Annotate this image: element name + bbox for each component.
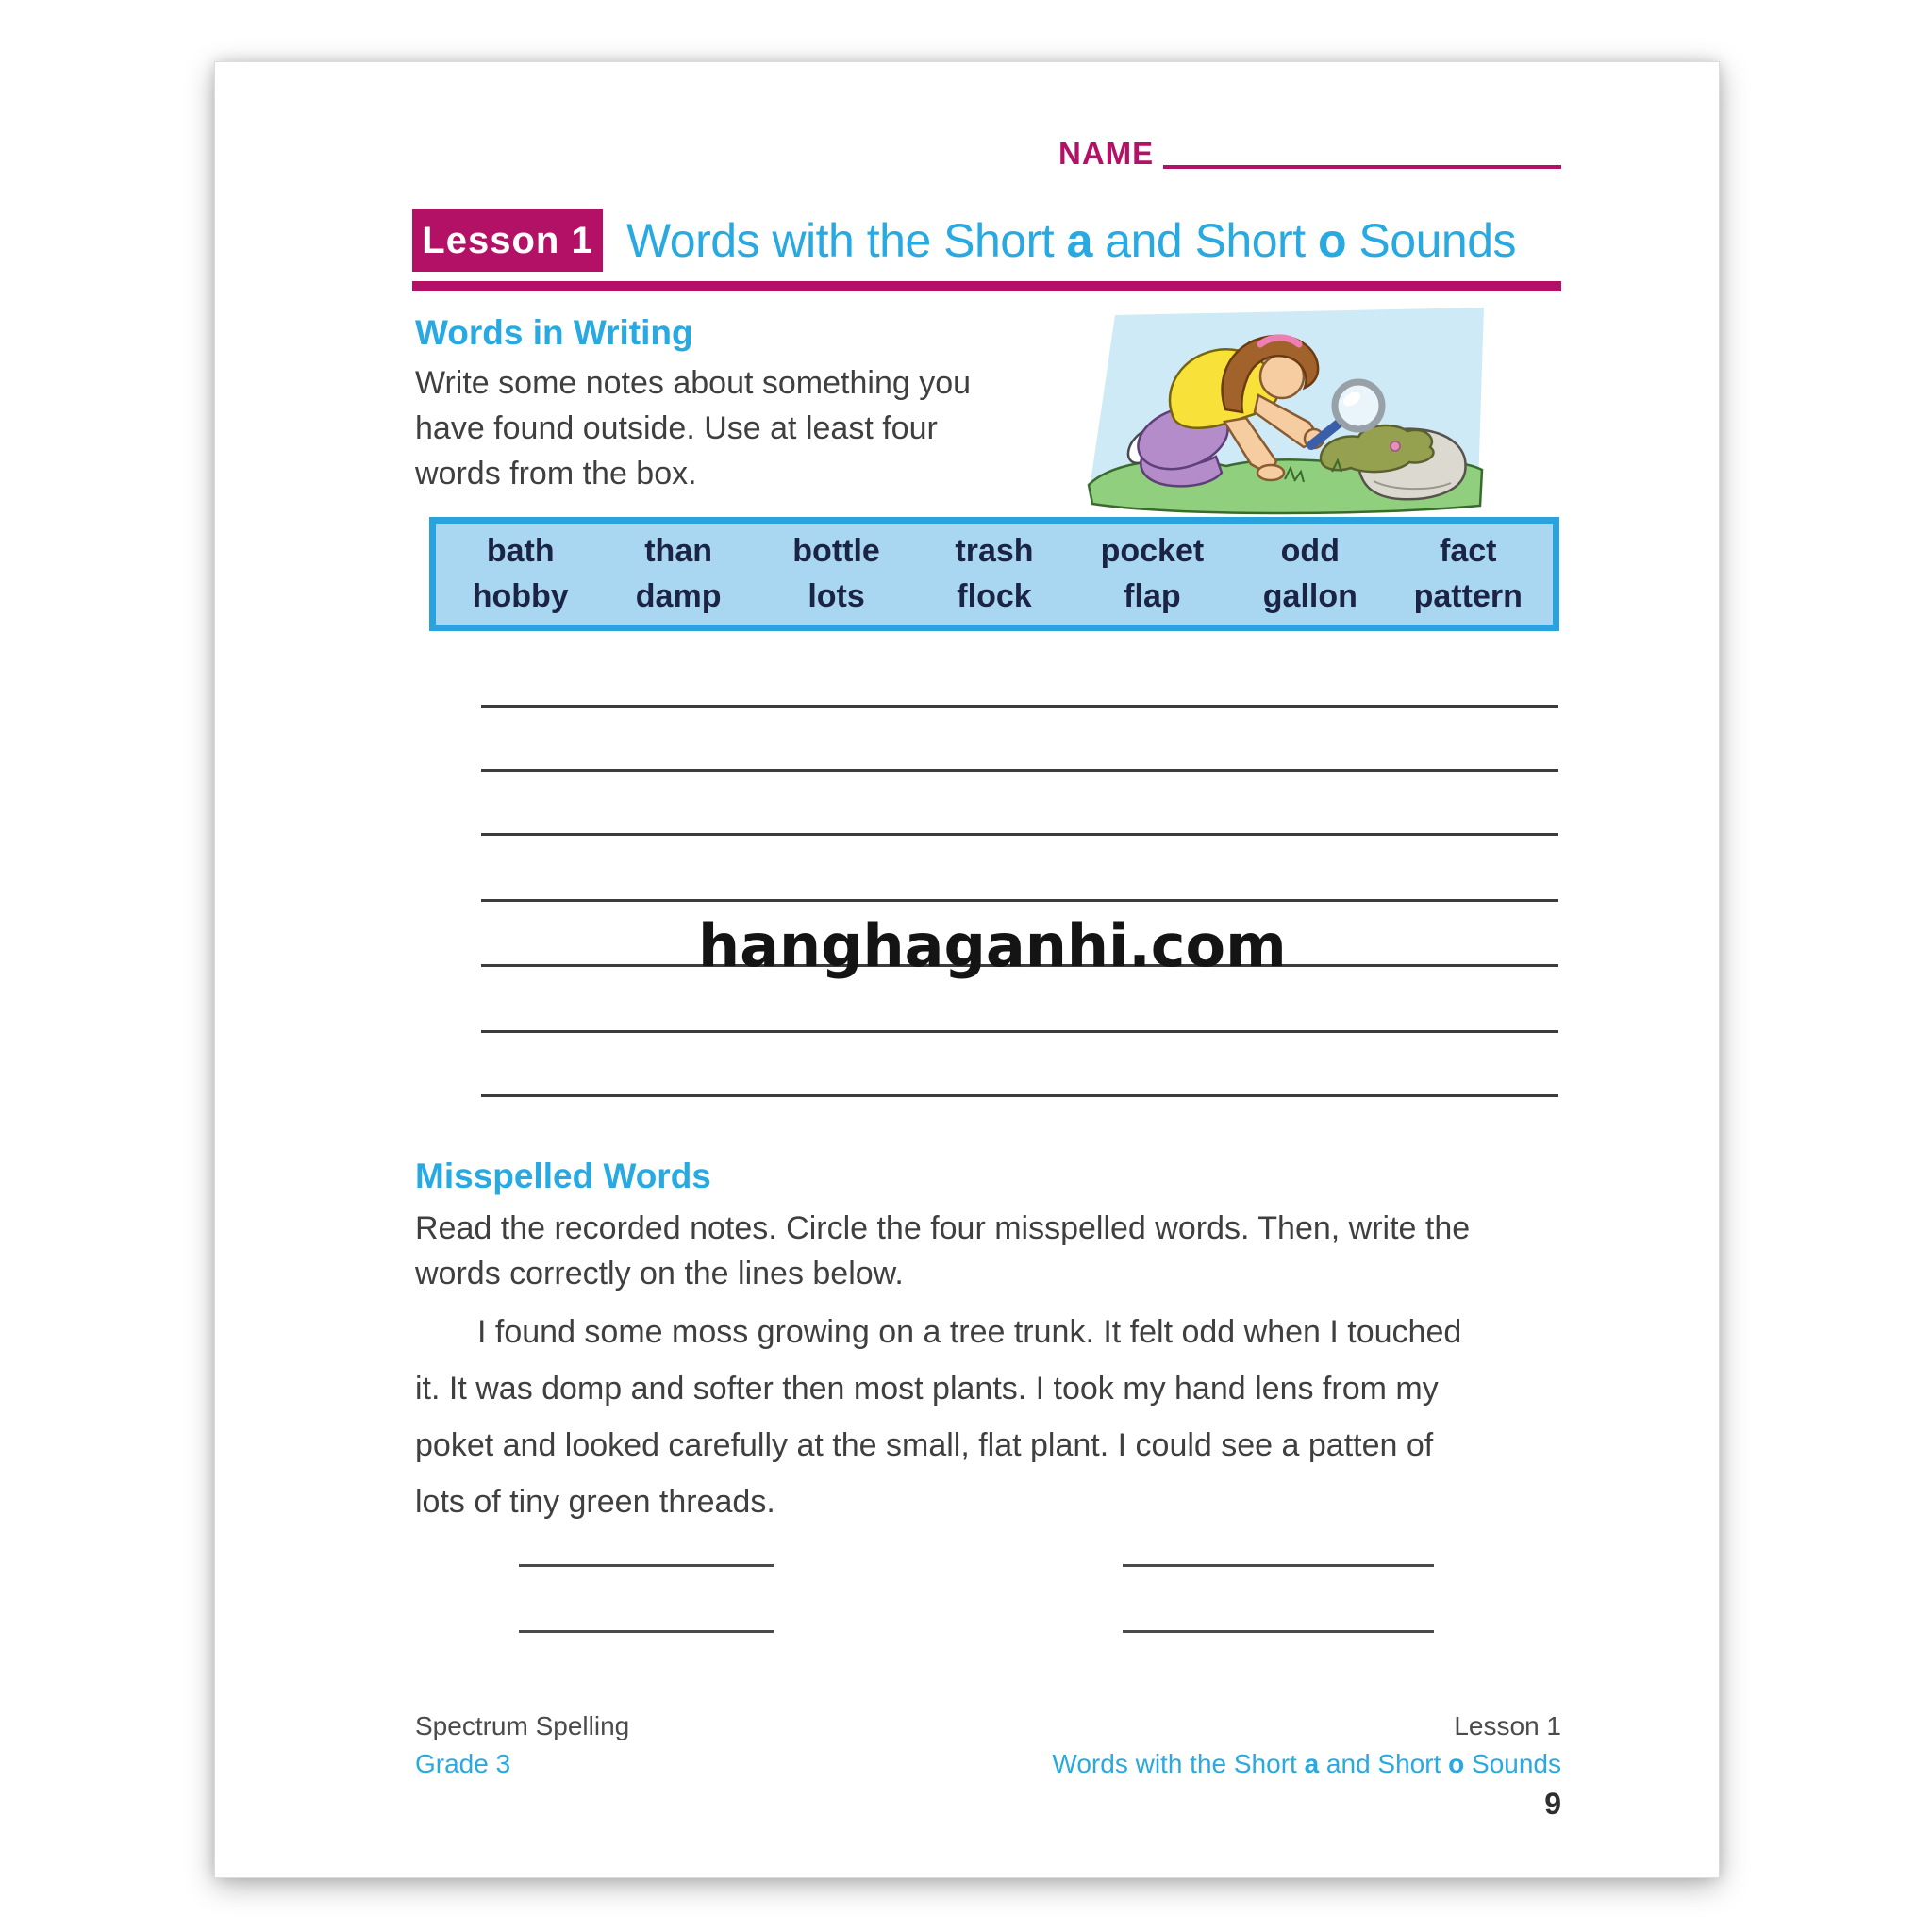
spelling-word: damp [635,577,722,614]
writing-line [481,833,1558,836]
instruction-line: words correctly on the lines below. [415,1256,904,1291]
passage-line: lots of tiny green threads. [415,1484,775,1520]
spelling-word: flock [957,577,1032,614]
footer-series: Spectrum Spelling [415,1711,630,1740]
answer-line [519,1630,774,1633]
footer-right [1052,1707,1561,1783]
writing-line [481,899,1558,902]
footer-left [415,1707,629,1783]
name-blank-line [1163,141,1561,169]
recorded-notes-passage [415,1304,1566,1530]
watermark: hanghaganhi.com [698,911,1287,980]
title-rule [412,281,1561,291]
word-box-row [441,533,1547,570]
footer-lesson-title: Words with the Short a and Short o Sounds [1052,1749,1561,1778]
writing-line [481,1094,1558,1097]
spelling-word: pocket [1100,533,1205,570]
writing-line [481,769,1558,772]
words-in-writing-heading: Words in Writing [415,313,693,352]
page-number: 9 [1544,1787,1561,1821]
spelling-word: odd [1280,533,1340,570]
spelling-word: bath [486,533,555,570]
name-row [1058,138,1561,169]
misspelled-words-instructions [415,1206,1470,1296]
writing-line [481,1030,1558,1033]
answer-line [1123,1630,1434,1633]
instruction-line: Read the recorded notes. Circle the four misspelled words. Then, write the [415,1210,1471,1246]
passage-line: I found some moss growing on a tree trunk. It felt odd when I touched [477,1314,1462,1350]
lesson-badge-label: Lesson 1 [422,219,593,261]
word-box-row [441,578,1547,615]
answer-line [1123,1564,1434,1567]
lesson-badge [412,209,603,272]
spelling-word: lots [808,577,865,614]
footer-grade: Grade 3 [415,1749,511,1778]
writing-line [481,705,1558,708]
spelling-word: flap [1124,577,1181,614]
instruction-line: words from the box. [415,456,697,491]
spelling-word-box [429,517,1559,631]
left-hand [1257,465,1284,480]
words-in-writing-instructions [415,360,971,496]
illustration-girl-magnifying-glass [1085,306,1486,516]
passage-line: it. It was domp and softer then most plants. I took my hand lens from my [415,1371,1439,1407]
spelling-word: than [644,533,713,570]
instruction-line: have found outside. Use at least four [415,410,938,446]
spelling-word: trash [955,533,1034,570]
spelling-word: gallon [1262,577,1357,614]
misspelled-words-heading: Misspelled Words [415,1157,711,1195]
lesson-title: Words with the Short a and Short o Sounds [626,214,1517,267]
passage-line: poket and looked carefully at the small, flat plant. I could see a patten of [415,1427,1434,1463]
spelling-word: fact [1440,533,1497,570]
spelling-word: hobby [472,577,569,614]
instruction-line: Write some notes about something you [415,365,972,401]
worksheet-page [215,62,1719,1877]
spelling-word: pattern [1413,577,1523,614]
name-label: NAME [1058,136,1155,171]
footer-lesson: Lesson 1 [1454,1711,1561,1740]
answer-line [519,1564,774,1567]
spelling-word: bottle [792,533,880,570]
